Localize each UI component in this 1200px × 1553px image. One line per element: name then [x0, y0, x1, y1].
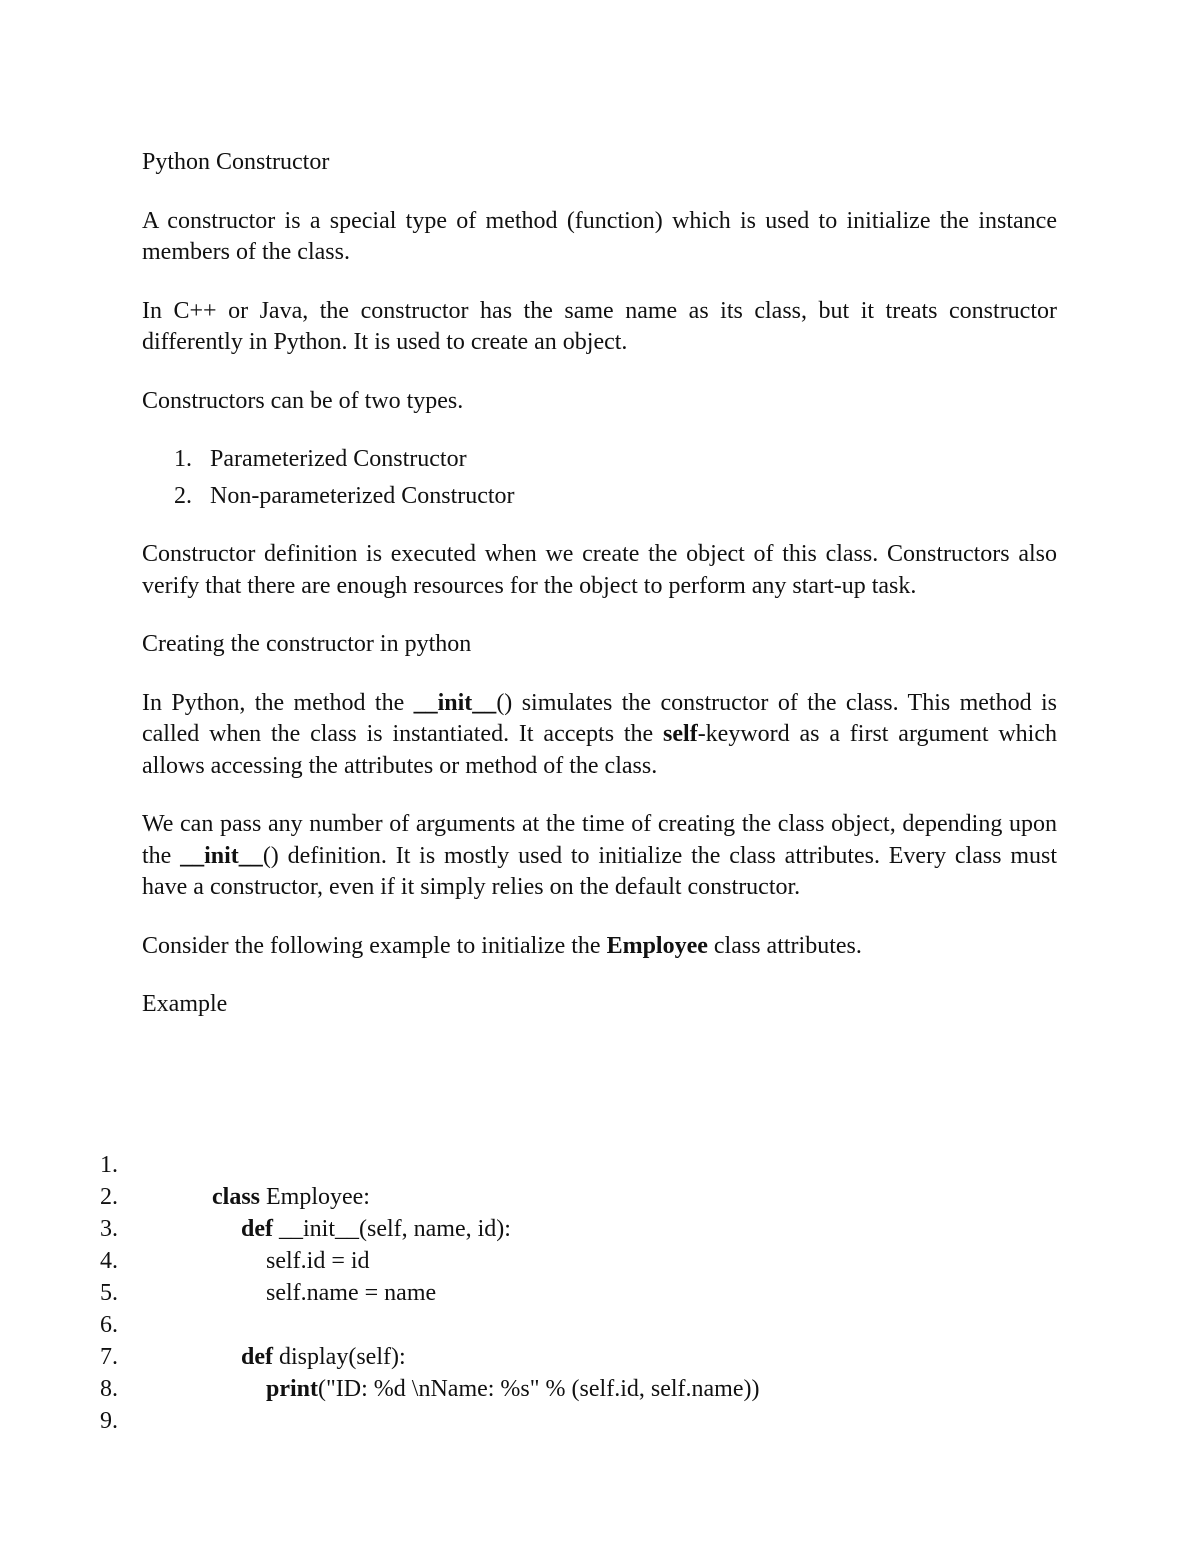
- code-keyword: print: [266, 1376, 319, 1402]
- text-run: () definition. It is mostly used to initialize the class attributes. Every class must have a constructor, even if it simply relies on the default constructor.: [142, 842, 1057, 900]
- list-item-number: 2.: [174, 482, 192, 509]
- line-number: 4.: [100, 1248, 118, 1274]
- code-keyword: def: [241, 1216, 273, 1242]
- line-number: 6.: [100, 1312, 118, 1338]
- list-item: [142, 481, 1057, 513]
- line-number: 3.: [100, 1216, 118, 1242]
- code-keyword: def: [241, 1344, 273, 1370]
- line-number: 2.: [100, 1184, 118, 1210]
- paragraph-types-intro: Constructors can be of two types.: [142, 387, 464, 414]
- line-number: 1.: [100, 1152, 118, 1178]
- section-heading: Creating the constructor in python: [142, 631, 472, 657]
- init-keyword: __init__: [413, 689, 497, 716]
- line-number: 5.: [100, 1280, 118, 1306]
- code-rest: __init__(self, name, id):: [273, 1216, 511, 1242]
- code-line: [100, 1117, 1000, 1210]
- code-rest: Employee:: [260, 1184, 370, 1210]
- list-item-label: Parameterized Constructor: [210, 446, 467, 472]
- text-run: () simulates the constructor of the class. This method is called when the class is instantiated. It accepts the: [142, 689, 1057, 747]
- list-item-label: Non-parameterized Constructor: [210, 482, 515, 509]
- code-rest: self.id = id: [266, 1248, 370, 1274]
- code-rest: self.name = name: [266, 1280, 437, 1306]
- document-body: [142, 147, 1057, 1048]
- code-line: [100, 1277, 1000, 1370]
- code-line: [100, 1373, 1000, 1434]
- example-label: Example: [142, 991, 228, 1017]
- text-run: In Python, the method the: [142, 689, 414, 716]
- code-keyword: class: [212, 1184, 260, 1210]
- list-item-number: 1.: [174, 446, 192, 472]
- text-run: -keyword as a first argument which allows accessing the attributes or method of the class.: [142, 721, 1057, 779]
- text-run: class attributes.: [707, 932, 862, 959]
- code-rest: ("ID: %d \nName: %s" % (self.id, self.name)): [318, 1376, 760, 1402]
- constructor-types-list: [142, 444, 1057, 512]
- text-run: Consider the following example to initialize the: [142, 932, 607, 959]
- page-title: Python Constructor: [142, 149, 330, 175]
- code-rest: display(self):: [273, 1344, 406, 1370]
- line-number: 8.: [100, 1376, 118, 1402]
- list-item: [142, 444, 1057, 476]
- paragraph-example-intro: [142, 931, 1057, 963]
- line-number: 7.: [100, 1344, 118, 1370]
- paragraph-cpp-java: In C++ or Java, the constructor has the same name as its class, but it treats constructor differently in Python. It is used to create an object.: [142, 297, 1057, 355]
- line-number: 9.: [100, 1408, 118, 1434]
- text-run: We can pass any number of arguments at the time of creating the class object, depending upon the: [142, 811, 1057, 869]
- paragraph-definition: A constructor is a special type of method (function) which is used to initialize the instance members of the class.: [142, 207, 1057, 265]
- code-block: [100, 1117, 1000, 1434]
- paragraph-definition-executed: Constructor definition is executed when we create the object of this class. Constructors also verify that there are enough resources for the object to perform any start-up task.: [142, 541, 1057, 599]
- paragraph-init-method: [142, 688, 1057, 783]
- employee-keyword: Employee: [606, 932, 708, 959]
- paragraph-arguments: [142, 809, 1057, 904]
- self-keyword: self: [663, 721, 698, 747]
- init-keyword: __init__: [180, 842, 263, 869]
